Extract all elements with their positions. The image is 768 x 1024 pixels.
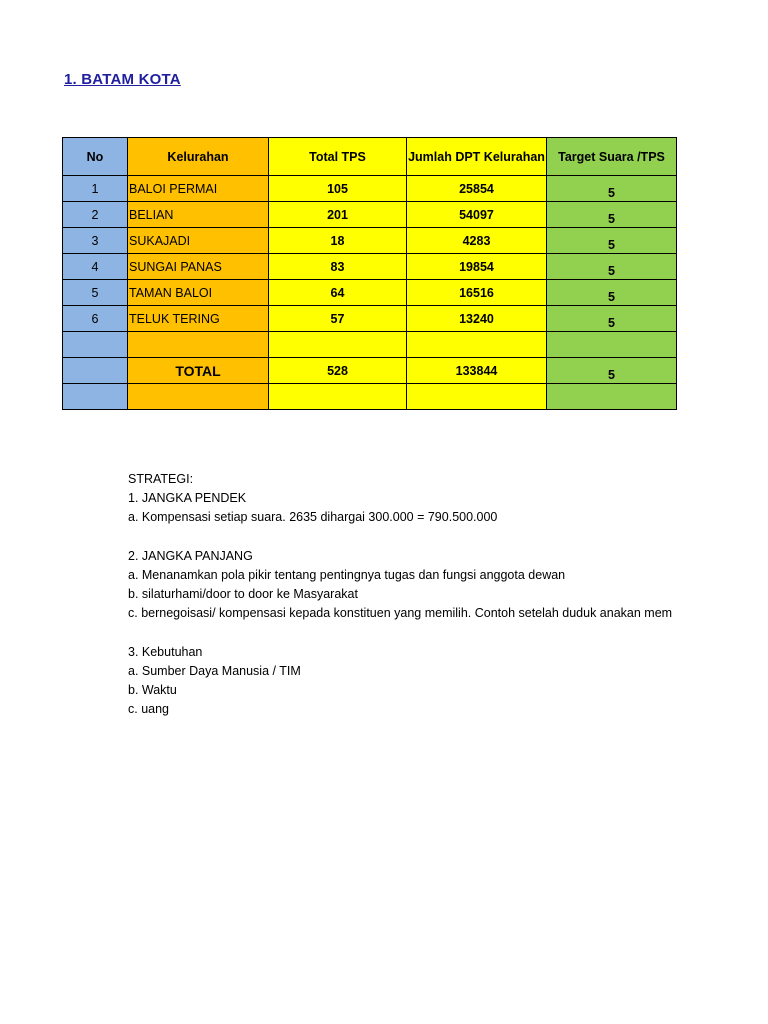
cell-no: 6 xyxy=(63,306,128,332)
table-row xyxy=(63,254,677,280)
cell-kelurahan: SUNGAI PANAS xyxy=(128,254,269,280)
strategy-heading: STRATEGI: xyxy=(128,472,194,486)
cell-target xyxy=(547,254,677,280)
empty-cell xyxy=(63,358,128,384)
spacer xyxy=(128,624,676,643)
header-no: No xyxy=(63,138,128,176)
table-row xyxy=(63,306,677,332)
empty-cell xyxy=(269,384,407,410)
section-title: 1. BATAM KOTA xyxy=(64,71,181,88)
empty-cell xyxy=(547,384,677,410)
total-target-cell xyxy=(547,358,677,384)
cell-total-tps: 105 xyxy=(269,176,407,202)
cell-no: 1 xyxy=(63,176,128,202)
cell-kelurahan: BELIAN xyxy=(128,202,269,228)
cell-jumlah-dpt: 4283 xyxy=(407,228,547,254)
table-empty-row xyxy=(63,332,677,358)
cell-total-tps: 201 xyxy=(269,202,407,228)
target-value: 5 xyxy=(608,263,615,278)
target-value: 5 xyxy=(608,237,615,252)
short-term-item: a. Kompensasi setiap suara. 2635 dihargai 300.000 = 790.500.000 xyxy=(128,510,498,525)
table-total-row xyxy=(63,358,677,384)
table-row xyxy=(63,202,677,228)
long-term-title: 2. JANGKA PANJANG xyxy=(128,548,253,563)
cell-kelurahan: TAMAN BALOI xyxy=(128,280,269,306)
total-jumlah-dpt: 133844 xyxy=(407,358,547,384)
cell-jumlah-dpt: 54097 xyxy=(407,202,547,228)
cell-jumlah-dpt: 19854 xyxy=(407,254,547,280)
target-value: 5 xyxy=(608,289,615,304)
cell-target xyxy=(547,306,677,332)
empty-cell xyxy=(407,332,547,358)
cell-target xyxy=(547,176,677,202)
cell-kelurahan: TELUK TERING xyxy=(128,306,269,332)
cell-no: 3 xyxy=(63,228,128,254)
cell-no: 4 xyxy=(63,254,128,280)
cell-target xyxy=(547,280,677,306)
empty-cell xyxy=(128,332,269,358)
cell-target xyxy=(547,202,677,228)
table-row xyxy=(63,228,677,254)
cell-no: 5 xyxy=(63,280,128,306)
total-target: 5 xyxy=(608,367,615,382)
empty-cell xyxy=(407,384,547,410)
empty-cell xyxy=(63,332,128,358)
cell-jumlah-dpt: 25854 xyxy=(407,176,547,202)
cell-kelurahan: SUKAJADI xyxy=(128,228,269,254)
target-value: 5 xyxy=(608,185,615,200)
total-tps: 528 xyxy=(269,358,407,384)
table-header-row xyxy=(63,138,677,176)
table-row xyxy=(63,280,677,306)
header-total-tps: Total TPS xyxy=(269,138,407,176)
header-kelurahan: Kelurahan xyxy=(128,138,269,176)
header-target: Target Suara /TPS xyxy=(547,138,677,176)
short-term-title: 1. JANGKA PENDEK xyxy=(128,491,247,506)
needs-item: a. Sumber Daya Manusia / TIM xyxy=(128,664,301,678)
needs-item: b. Waktu xyxy=(128,683,177,698)
empty-cell xyxy=(128,384,269,410)
cell-kelurahan: BALOI PERMAI xyxy=(128,176,269,202)
long-term-item: a. Menanamkan pola pikir tentang pentingnya tugas dan fungsi anggota dewan xyxy=(128,568,566,582)
kelurahan-table xyxy=(62,137,677,410)
cell-no: 2 xyxy=(63,202,128,228)
cell-jumlah-dpt: 16516 xyxy=(407,280,547,306)
strategy-section xyxy=(128,470,676,720)
cell-total-tps: 83 xyxy=(269,254,407,280)
cell-target xyxy=(547,228,677,254)
needs-item: c. uang xyxy=(128,702,170,717)
table-empty-row xyxy=(63,384,677,410)
long-term-item: b. silaturhami/door to door ke Masyarakat xyxy=(128,587,358,602)
target-value: 5 xyxy=(608,211,615,226)
needs-title: 3. Kebutuhan xyxy=(128,644,203,659)
target-value: 5 xyxy=(608,315,615,330)
empty-cell xyxy=(547,332,677,358)
empty-cell xyxy=(63,384,128,410)
empty-cell xyxy=(269,332,407,358)
long-term-item: c. bernegoisasi/ kompensasi kepada konstituen yang memilih. Contoh setelah duduk anakan mem xyxy=(128,606,673,621)
header-jumlah-dpt: Jumlah DPT Kelurahan xyxy=(407,138,547,176)
total-label: TOTAL xyxy=(128,358,269,384)
spacer xyxy=(128,528,676,547)
cell-total-tps: 64 xyxy=(269,280,407,306)
cell-jumlah-dpt: 13240 xyxy=(407,306,547,332)
cell-total-tps: 18 xyxy=(269,228,407,254)
table-row xyxy=(63,176,677,202)
cell-total-tps: 57 xyxy=(269,306,407,332)
